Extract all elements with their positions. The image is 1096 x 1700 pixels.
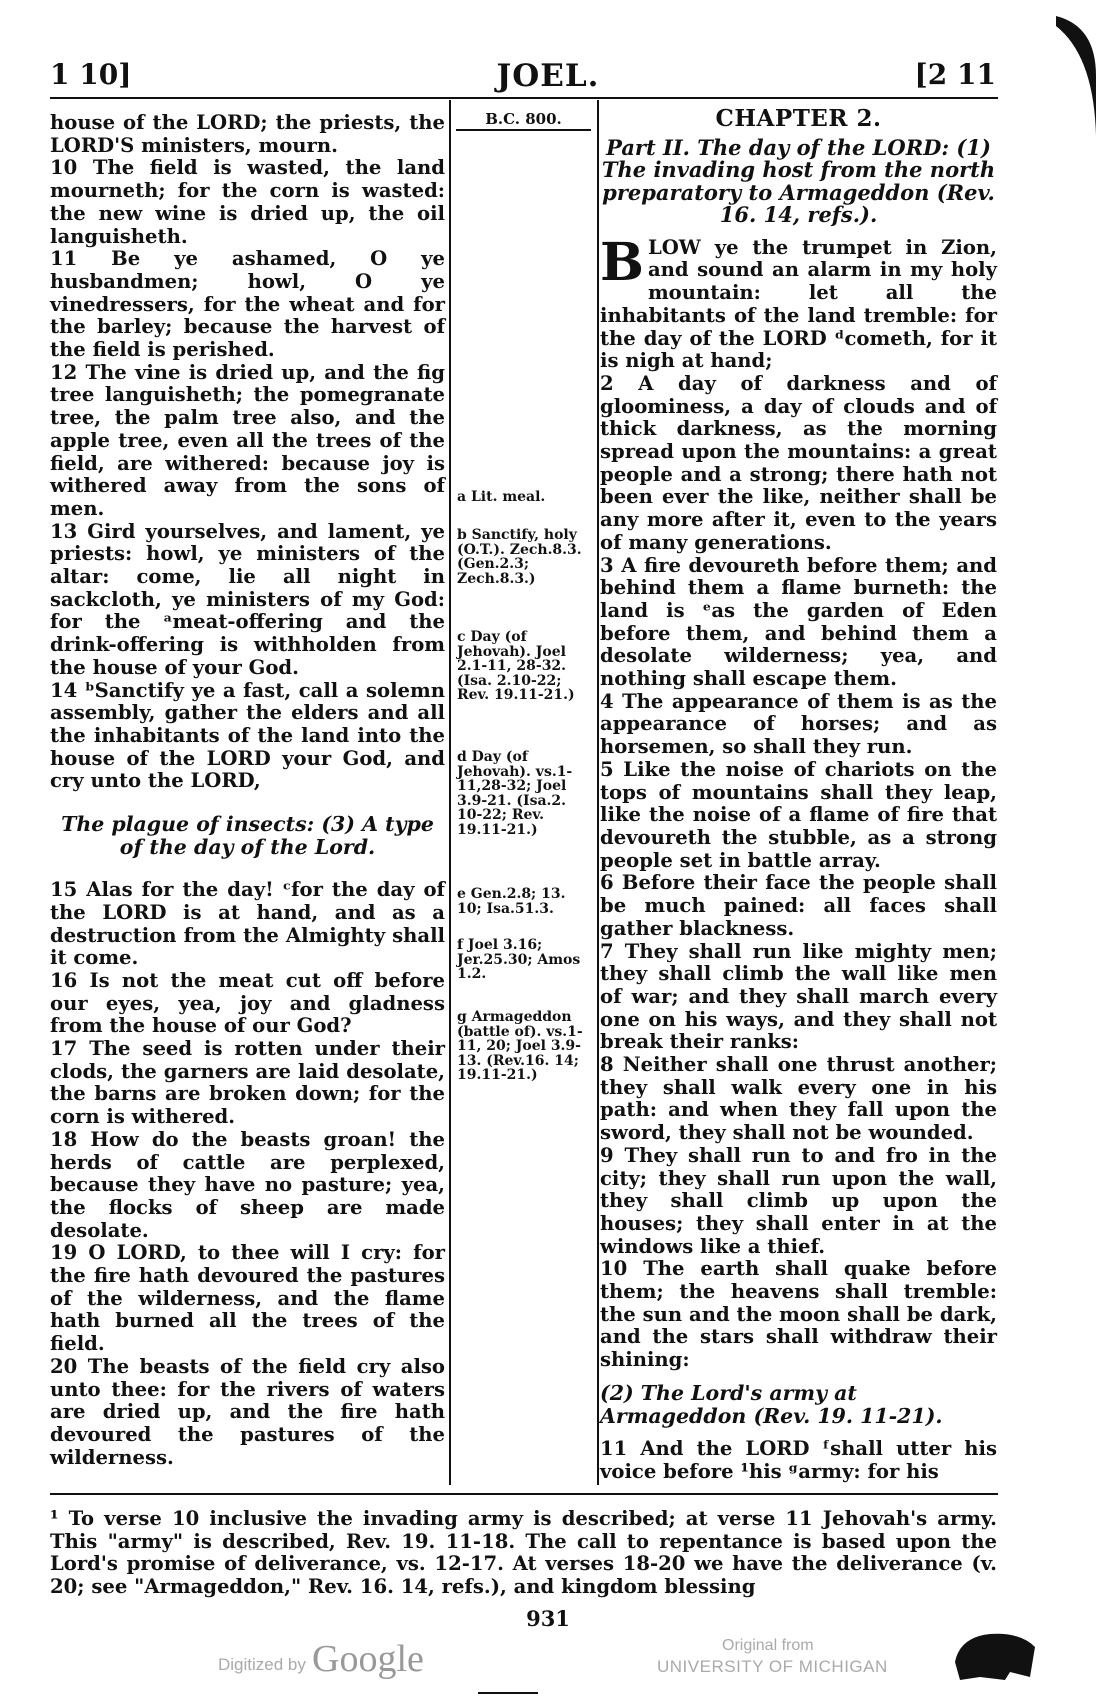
verse-2: 2 A day of darkness and of gloominess, a day of clouds and of thick darkness, as the morning spread upon the mountains: a great people and a strong; there hath not been ever the like, neither shall be any more after it, even to the years of many generations. — [600, 371, 997, 554]
header-left-ref: 1 10] — [50, 58, 132, 91]
note-e: e Gen.2.8; 13. 10; Isa.51.3. — [457, 886, 566, 917]
verse-20: 20 The beasts of the field cry also unto thee: for the rivers of waters are dried up, and the fire hath devoured the pastures of the wilderness. — [50, 1354, 445, 1469]
header-right-ref: [2 11 — [914, 58, 996, 91]
header-rule — [50, 97, 998, 99]
note-f: f Joel 3.16; Jer.25.30; Amos 1.2. — [457, 937, 581, 982]
verse-10: 10 The field is wasted, the land mourneth; for the corn is wasted: the new wine is dried up, the oil languisheth. — [50, 156, 445, 248]
note-d: d Day (of Jehovah). vs.1-11,28-32; Joel 3.9-21. (Isa.2. 10-22; Rev. 19.11-21.) — [457, 749, 573, 838]
google-logo: Google — [312, 1638, 424, 1680]
original-from-label: Original from — [722, 1637, 814, 1654]
date-rule — [456, 129, 591, 131]
column-divider-right — [597, 100, 599, 1485]
note-c: c Day (of Jehovah). Joel 2.1-11, 28-32. (Isa. 2.10-22; Rev. 19.11-21.) — [457, 629, 575, 703]
footnote-rule — [50, 1493, 998, 1495]
verse-text: house of the LORD; the priests, the LORD'S ministers, mourn. — [50, 111, 445, 157]
verse-16: 16 Is not the meat cut off before our eyes, yea, joy and gladness from the house of our God? — [50, 968, 445, 1038]
part-title: Part II. The day of the LORD: (1) The invading host from the north preparatory to Armageddon (Rev. 16. 14, refs.). — [601, 134, 996, 228]
verse-7: 7 They shall run like mighty men; they shall climb the wall like men of war; and they shall march every one on his ways, and they shall not break their ranks: — [600, 939, 997, 1054]
chapter-heading: CHAPTER 2. — [715, 105, 882, 132]
section-title-plague: The plague of insects: (3) A type of the day of the Lord. — [61, 812, 434, 860]
verse-9: 9 They shall run to and fro in the city; they shall run upon the wall, they shall climb up upon the houses; they shall enter in at the windows like a thief. — [600, 1143, 997, 1258]
institution-label: UNIVERSITY OF MICHIGAN — [657, 1657, 888, 1676]
verse-3: 3 A fire devoureth before them; and behind them a flame burneth: the land is ᵉas the garden of Eden before them, and behind them a desolate wilderness; yea, and nothing shall escape them. — [600, 553, 997, 691]
verse-13: 13 Gird yourselves, and lament, ye priests: howl, ye ministers of the altar: come, lie all night in sackcloth, ye ministers of my God: for the ᵃmeat-offering and the drink-offering is withholden from the house of your God. — [50, 519, 445, 679]
verse-18: 18 How do the beasts groan! the herds of cattle are perplexed, because they have no pasture; yea, the flocks of sheep are made desolate. — [50, 1127, 445, 1242]
reference-column — [456, 112, 591, 131]
verse-14: 14 ᵇSanctify ye a fast, call a solemn assembly, gather the elders and all the inhabitants of the land into the house of the LORD your God, and cry unto the LORD, — [50, 678, 445, 793]
verse-19: 19 O LORD, to thee will I cry: for the fire hath devoured the pastures of the wilderness, and the flame hath burned all the trees of the field. — [50, 1241, 445, 1356]
right-column — [600, 105, 997, 1483]
verse-6: 6 Before their face the people shall be much pained: all faces shall gather blackness. — [600, 871, 997, 940]
verse-17: 17 The seed is rotten under their clods, the garners are laid desolate, the barns are broken down; for the corn is withered. — [50, 1037, 445, 1129]
verse-11: 11 And the LORD ᶠshall utter his voice before ¹his ᵍarmy: for his — [600, 1436, 997, 1483]
left-column — [50, 112, 445, 1469]
section-title-army: (2) The Lord's army at Armageddon (Rev. 19. 11-21). — [600, 1380, 943, 1428]
column-divider-left — [449, 100, 451, 1485]
verse-12: 12 The vine is dried up, and the fig tree languisheth; the pomegranate tree, the palm tree also, and the apple tree, even all the trees of the field, are withered: because joy is withered away from the sons of men. — [50, 360, 445, 520]
bottom-rule — [478, 1692, 538, 1694]
note-b: b Sanctify, holy (O.T.). Zech.8.3. (Gen.2.3; Zech.8.3.) — [457, 527, 582, 587]
page-number: 931 — [526, 1606, 570, 1631]
ink-blot-mark — [950, 1622, 1040, 1682]
date-label: B.C. 800. — [485, 110, 562, 128]
verse-8: 8 Neither shall one thrust another; they shall walk every one in his path: and when they fall upon the sword, they shall not be wounded. — [600, 1053, 997, 1145]
note-g: g Armageddon (battle of). vs.1-11, 20; Joel 3.9-13. (Rev.16. 14; 19.11-21.) — [457, 1009, 583, 1083]
footnote: ¹ To verse 10 inclusive the invading army is described; at verse 11 Jehovah's army. This "army" is described, Rev. 19. 11-18. The call to repentance is based upon the Lord's promise of deliverance, vs. 12-17. At verses 18-20 we have the deliverance (v. 20; see "Armageddon," Rev. 16. 14, refs.), and kingdom blessing — [50, 1507, 997, 1599]
digitized-by-label: Digitized by — [218, 1655, 306, 1674]
verse-11: 11 Be ye ashamed, O ye husbandmen; howl, O ye vinedressers, for the wheat and for the barley; because the harvest of the field is perished. — [50, 247, 445, 362]
verse-1: BLOW ye the trumpet in Zion, and sound an alarm in my holy mountain: let all the inhabitants of the land tremble: for the day of the LORD ᵈcometh, for it is nigh at hand; — [600, 231, 997, 373]
note-a: a Lit. meal. — [457, 489, 546, 505]
verse-10: 10 The earth shall quake before them; the heavens shall tremble: the sun and the moon shall be dark, and the stars shall withdraw their shining: — [600, 1257, 997, 1372]
drop-cap: B — [600, 231, 644, 293]
verse-15: 15 Alas for the day! ᶜfor the day of the LORD is at hand, and as a destruction from the Almighty shall it come. — [50, 878, 445, 970]
verse-4: 4 The appearance of them is as the appearance of horses; and as horsemen, so shall they run. — [600, 689, 997, 759]
header-book-title: JOEL. — [496, 58, 600, 94]
verse-5: 5 Like the noise of chariots on the tops of mountains shall they leap, like the noise of a flame of fire that devoureth the stubble, as a strong people set in battle array. — [600, 757, 997, 872]
